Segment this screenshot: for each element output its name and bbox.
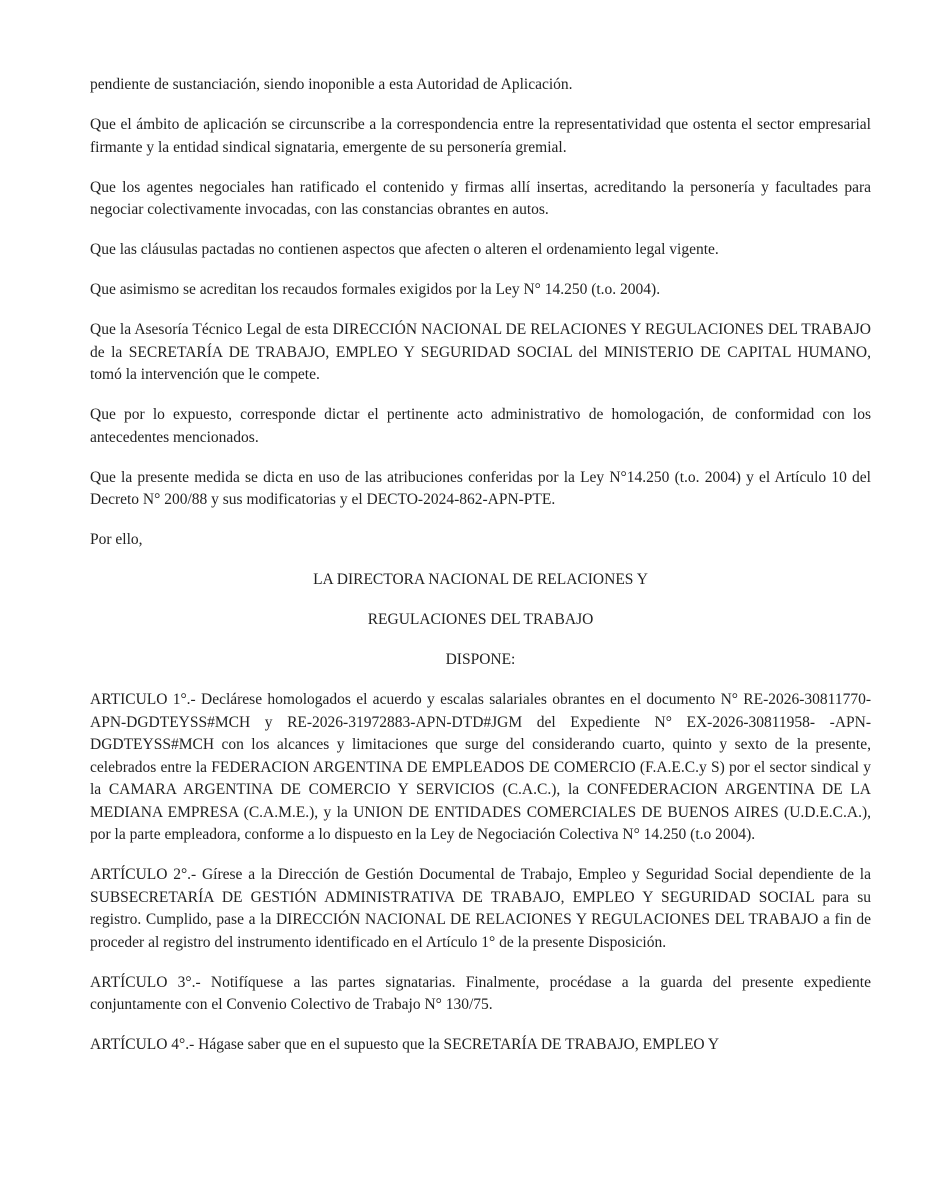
heading-dispone: DISPONE: [445,651,516,668]
article-4: ARTÍCULO 4°.- Hágase saber que en el supuesto que la SECRETARÍA DE TRABAJO, EMPLEO Y [90,1036,720,1053]
article-1: ARTICULO 1°.- Declárese homologados el acuerdo y escalas salariales obrantes en el documento N° RE-2026-30811770-APN-DGDTEYSS#MCH y RE-2026-31972883-APN-DTD#JGM del Expediente N° EX-2026-30811958- -APN-DGDTEYSS#MCH con los alcances y limitaciones que surge del considerando cuarto, quinto y sexto de la presente, celebrados entre la FEDERACION ARGENTINA DE EMPLEADOS DE COMERCIO (F.A.E.C.y S) por el sector sindical y la CAMARA ARGENTINA DE COMERCIO Y SERVICIOS (C.A.C.), la CONFEDERACION ARGENTINA DE LA MEDIANA EMPRESA (C.A.M.E.), y la UNION DE ENTIDADES COMERCIALES DE BUENOS AIRES (U.D.E.C.A.), por la parte empleadora, conforme a lo dispuesto en la Ley de Negociación Colectiva N° 14.250 (t.o 2004). [90,691,871,843]
paragraph-therefore: Por ello, [90,531,143,548]
paragraph-attributions: Que la presente medida se dicta en uso de las atribuciones conferidas por la Ley N°14.250 (t.o. 2004) y el Artículo 10 del Decreto N° 200/88 y sus modificatorias y el DECTO-2024-862-APN-PTE. [90,468,871,508]
paragraph-legal-advisory: Que la Asesoría Técnico Legal de esta DIRECCIÓN NACIONAL DE RELACIONES Y REGULACIONES DEL TRABAJO de la SECRETARÍA DE TRABAJO, EMPLEO Y SEGURIDAD SOCIAL del MINISTERIO DE CAPITAL HUMANO, tomó la intervención que le compete. [90,321,871,383]
paragraph-negotiating-agents: Que los agentes negociales han ratificado el contenido y firmas allí insertas, acreditando la personería y facultades para negociar colectivamente invocadas, con las constancias obrantes en autos. [90,178,871,218]
paragraph-scope: Que el ámbito de aplicación se circunscribe a la correspondencia entre la representatividad que ostenta el sector empresarial firmante y la entidad sindical signataria, emergente de su personería gremial. [90,116,871,156]
paragraph-formal-requirements: Que asimismo se acreditan los recaudos formales exigidos por la Ley N° 14.250 (t.o. 2004). [90,281,661,298]
paragraph-homologation: Que por lo expuesto, corresponde dictar el pertinente acto administrativo de homologación, de conformidad con los antecedentes mencionados. [90,406,871,446]
paragraph-clauses: Que las cláusulas pactadas no contienen aspectos que afecten o alteren el ordenamiento legal vigente. [90,241,719,258]
heading-director-line1: LA DIRECTORA NACIONAL DE RELACIONES Y [313,571,648,588]
article-2: ARTÍCULO 2°.- Gírese a la Dirección de Gestión Documental de Trabajo, Empleo y Seguridad Social dependiente de la SUBSECRETARÍA DE GESTIÓN ADMINISTRATIVA DE TRABAJO, EMPLEO Y SEGURIDAD SOCIAL para su registro. Cumplido, pase a la DIRECCIÓN NACIONAL DE RELACIONES Y REGULACIONES DEL TRABAJO a fin de proceder al registro del instrumento identificado en el Artículo 1° de la presente Disposición. [90,866,871,951]
heading-director-line2: REGULACIONES DEL TRABAJO [367,611,594,628]
article-3: ARTÍCULO 3°.- Notifíquese a las partes signatarias. Finalmente, procédase a la guarda del presente expediente conjuntamente con el Convenio Colectivo de Trabajo N° 130/75. [90,973,871,1013]
document-page [90,74,871,1074]
paragraph-continuation: pendiente de sustanciación, siendo inoponible a esta Autoridad de Aplicación. [90,76,573,93]
